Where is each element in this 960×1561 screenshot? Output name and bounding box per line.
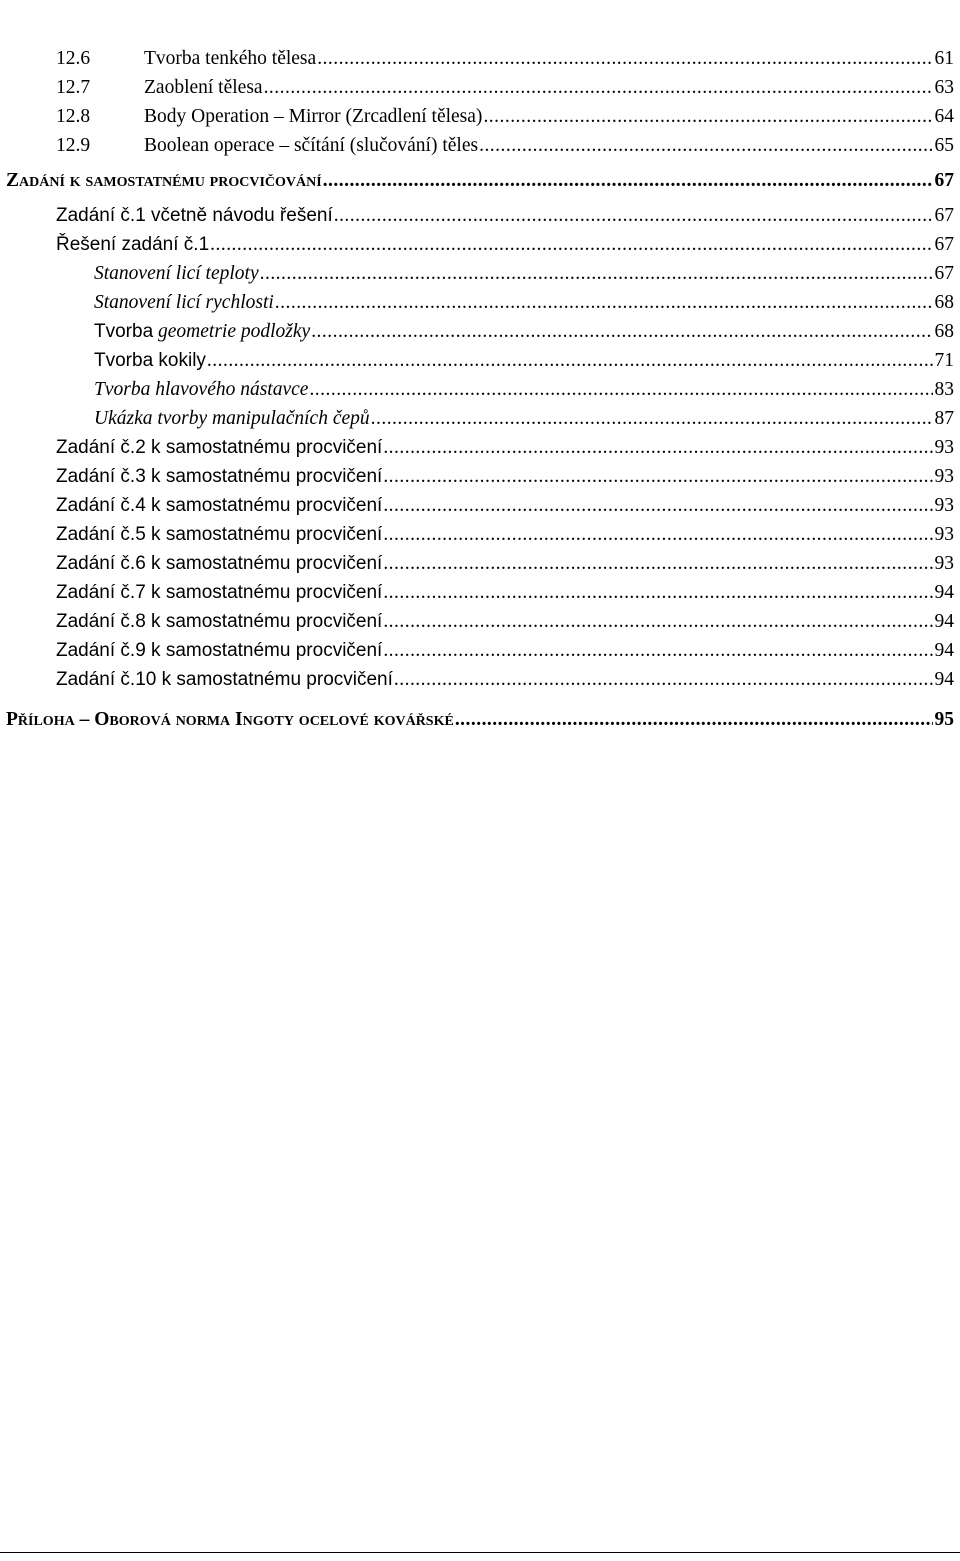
toc-entry-title: Zadání č.2 k samostatnému procvičení: [56, 437, 383, 458]
toc-entry-title: Zadání č.9 k samostatnému procvičení: [56, 640, 383, 661]
dot-leader: [316, 44, 932, 73]
dot-leader: [382, 636, 932, 665]
toc-entry-title: Zadání č.4 k samostatnému procvičení: [56, 495, 383, 516]
toc-entry-number: 12.6: [56, 48, 91, 69]
dot-leader: [333, 201, 933, 230]
toc-page-number: 68: [934, 321, 954, 342]
toc-entry-title: Tvorba tenkého tělesa: [144, 48, 317, 69]
toc-page-number: 64: [934, 106, 954, 127]
toc-entry-number: 12.9: [56, 135, 91, 156]
dot-leader: [310, 317, 932, 346]
dot-leader: [382, 549, 932, 578]
toc-page-number: 94: [934, 582, 954, 603]
toc-entry-title: Zadání č.8 k samostatnému procvičení: [56, 611, 383, 632]
toc-entry[interactable]: [0, 491, 960, 520]
toc-page-number: 83: [934, 379, 954, 400]
toc-entry-zadani-1[interactable]: [0, 201, 960, 230]
dot-leader: [482, 102, 932, 131]
toc-entry-reseni-1[interactable]: [0, 230, 960, 259]
toc-entry-title: Stanovení licí rychlosti: [94, 292, 274, 313]
dot-leader: [382, 520, 932, 549]
toc-page-number: 94: [934, 611, 954, 632]
dot-leader: [382, 578, 932, 607]
toc-entry[interactable]: [0, 73, 960, 102]
toc-entry-title: Zadání č.7 k samostatnému procvičení: [56, 582, 383, 603]
toc-entry-title: Ukázka tvorby manipulačních čepů: [94, 408, 370, 429]
dot-leader: [209, 230, 932, 259]
toc-page-number: 94: [934, 640, 954, 661]
toc-entry-title: Zaoblení tělesa: [144, 77, 263, 98]
toc-entry-title: Zadání č.6 k samostatnému procvičení: [56, 553, 383, 574]
toc-page-number: 67: [934, 263, 954, 284]
toc-page-number: 71: [934, 350, 954, 371]
toc-page-number: 61: [934, 48, 954, 69]
dot-leader: [382, 433, 932, 462]
dot-leader: [322, 166, 933, 195]
toc-entry[interactable]: [0, 288, 960, 317]
toc-section-priloha[interactable]: [0, 705, 960, 734]
dot-leader: [382, 607, 932, 636]
toc-entry[interactable]: [0, 404, 960, 433]
toc-page-number: 67: [934, 170, 954, 191]
toc-entry-title: Boolean operace – sčítání (slučování) těles: [144, 135, 479, 156]
toc-entry[interactable]: [0, 636, 960, 665]
toc-entry[interactable]: [0, 549, 960, 578]
toc-entry[interactable]: [0, 607, 960, 636]
dot-leader: [308, 375, 932, 404]
footer-rule: [0, 1552, 960, 1553]
toc-entry-title: [94, 317, 310, 346]
table-of-contents: [0, 44, 960, 734]
dot-leader: [206, 346, 933, 375]
toc-entry-title-italic: geometrie podložky: [153, 321, 311, 342]
toc-entry[interactable]: [0, 346, 960, 375]
toc-entry-title-upright: Tvorba: [94, 321, 154, 342]
toc-entry[interactable]: [0, 131, 960, 160]
toc-entry[interactable]: [0, 317, 960, 346]
toc-entry[interactable]: [0, 433, 960, 462]
toc-entry-number: 12.8: [56, 106, 91, 127]
toc-entry-title: Tvorba kokily: [94, 350, 206, 371]
toc-section-zadani[interactable]: [0, 166, 960, 195]
toc-entry[interactable]: [0, 375, 960, 404]
toc-entry-title: Stanovení licí teploty: [94, 263, 259, 284]
toc-entry-title: Zadání č.3 k samostatnému procvičení: [56, 466, 383, 487]
toc-entry[interactable]: [0, 44, 960, 73]
toc-page-number: 63: [934, 77, 954, 98]
dot-leader: [370, 404, 933, 433]
toc-entry[interactable]: [0, 259, 960, 288]
dot-leader: [454, 705, 933, 734]
toc-entry[interactable]: [0, 520, 960, 549]
toc-page-number: 65: [934, 135, 954, 156]
toc-page-number: 68: [934, 292, 954, 313]
toc-page-number: 93: [934, 437, 954, 458]
dot-leader: [382, 462, 932, 491]
toc-section-title: Zadání k samostatnému procvičování: [6, 170, 322, 191]
toc-entry[interactable]: [0, 462, 960, 491]
toc-entry-title: Zadání č.10 k samostatnému procvičení: [56, 669, 393, 690]
toc-section-title: Příloha – Oborová norma Ingoty ocelové kovářské: [6, 709, 454, 730]
toc-entry[interactable]: [0, 578, 960, 607]
toc-page-number: 95: [934, 709, 954, 730]
toc-page-number: 67: [934, 234, 954, 255]
toc-entry[interactable]: [0, 665, 960, 694]
dot-leader: [393, 665, 933, 694]
toc-page-number: 93: [934, 466, 954, 487]
dot-leader: [478, 131, 932, 160]
dot-leader: [382, 491, 932, 520]
toc-page-number: 93: [934, 495, 954, 516]
toc-page-number: 93: [934, 553, 954, 574]
toc-page-number: 93: [934, 524, 954, 545]
toc-entry-title: Tvorba hlavového nástavce: [94, 379, 309, 400]
dot-leader: [263, 73, 933, 102]
toc-page-number: 67: [934, 205, 954, 226]
toc-entry-title: Body Operation – Mirror (Zrcadlení tělesa): [144, 106, 483, 127]
toc-entry-title: Řešení zadání č.1: [56, 234, 210, 255]
toc-entry-title: Zadání č.1 včetně návodu řešení: [56, 205, 333, 226]
dot-leader: [274, 288, 933, 317]
toc-entry[interactable]: [0, 102, 960, 131]
toc-page-number: 94: [934, 669, 954, 690]
toc-page-number: 87: [934, 408, 954, 429]
toc-entry-number: 12.7: [56, 77, 91, 98]
dot-leader: [259, 259, 933, 288]
toc-entry-title: Zadání č.5 k samostatnému procvičení: [56, 524, 383, 545]
